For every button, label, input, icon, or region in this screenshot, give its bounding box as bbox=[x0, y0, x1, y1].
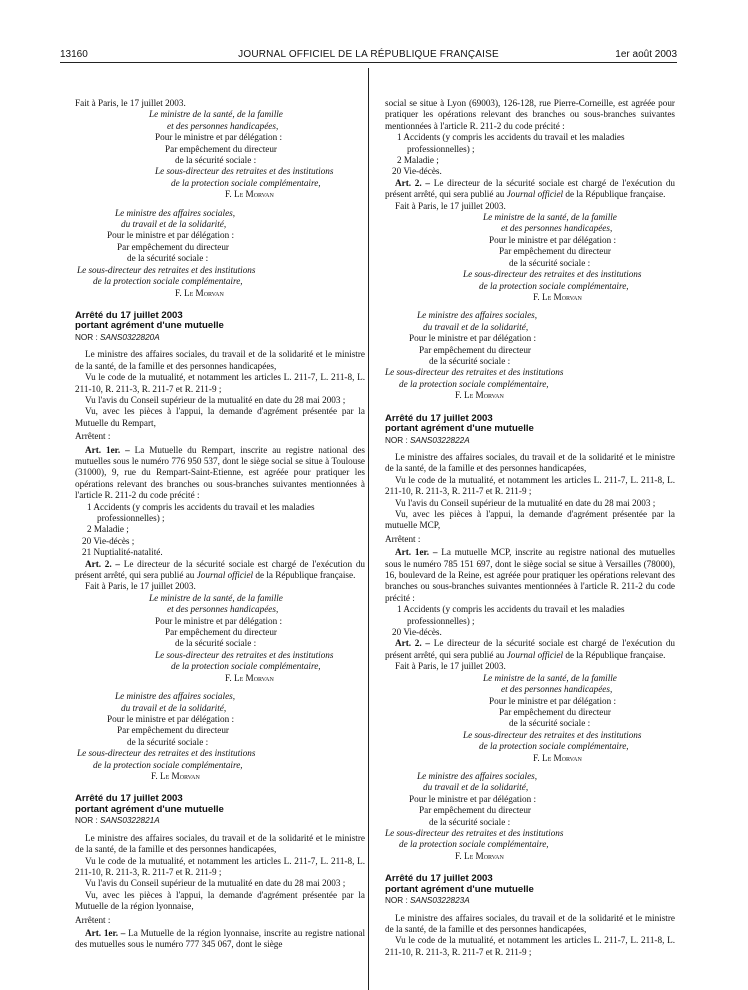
journal-title: JOURNAL OFFICIEL DE LA RÉPUBLIQUE FRANÇAISE bbox=[238, 49, 499, 60]
branch-item: 2 Maladie ; bbox=[87, 524, 129, 535]
decree-paragraph: Le ministre des affaires sociales, du travail et de la solidarité et le ministre de la santé, de la famille et des personnes handicapées, bbox=[75, 832, 365, 855]
decree-paragraph: Vu le code de la mutualité, et notamment les articles L. 211-7, L. 211-8, L. 211-10, R. 211-3, R. 211-7 et R. 211-9 ; bbox=[75, 372, 365, 394]
fait-a-paris: Fait à Paris, le 17 juillet 2003. bbox=[75, 98, 186, 108]
decree-paragraph: Le ministre des affaires sociales, du travail et de la solidarité et le ministre de la santé, de la famille et des personnes handicapées, bbox=[385, 451, 675, 474]
fait-a-paris: Fait à Paris, le 17 juillet 2003. bbox=[85, 581, 196, 592]
signatory-name: F. Le Morvan bbox=[151, 770, 200, 781]
signature-block bbox=[385, 673, 675, 764]
branch-item: 2 Maladie ; bbox=[397, 155, 439, 166]
signatory-name: F. Le Morvan bbox=[533, 752, 582, 763]
decree-paragraph: Vu le code de la mutualité, et notamment les articles L. 211-7, L. 211-8, L. 211-10, R. 211-3, R. 211-7 et R. 211-9 ; bbox=[75, 855, 365, 877]
signature-line: Le ministre de la santé, de la famille bbox=[483, 672, 617, 683]
signature-line: de la protection sociale complémentaire, bbox=[171, 661, 321, 672]
signature-line: Le ministre de la santé, de la famille bbox=[149, 592, 283, 603]
signature-line: et des personnes handicapées, bbox=[167, 120, 279, 131]
branch-item: 1 Accidents (y compris les accidents du travail et les maladies bbox=[397, 132, 625, 143]
signature-block bbox=[75, 691, 365, 782]
signature-line: Le ministre de la santé, de la famille bbox=[149, 109, 283, 120]
branch-item: professionnelles) ; bbox=[407, 143, 475, 154]
signature-line: Pour le ministre et par délégation : bbox=[107, 713, 235, 724]
signature-line: de la protection sociale complémentaire, bbox=[479, 280, 629, 291]
signature-line: Par empêchement du directeur bbox=[499, 246, 611, 257]
signature-line: Le sous-directeur des retraites et des institutions bbox=[155, 649, 334, 660]
signature-line: de la sécurité sociale : bbox=[509, 257, 591, 268]
signature-block bbox=[75, 109, 365, 200]
page-number: 13160 bbox=[60, 49, 88, 60]
branch-item: 1 Accidents (y compris les accidents du travail et les maladies bbox=[397, 604, 625, 615]
issue-date: 1er août 2003 bbox=[615, 49, 677, 60]
branch-item: 1 Accidents (y compris les accidents du travail et les maladies bbox=[87, 501, 315, 512]
right-column bbox=[385, 98, 675, 958]
decree-title: Arrêté du 17 juillet 2003 portant agrément d'une mutuelle bbox=[385, 412, 534, 435]
arretent-label: Arrêtent : bbox=[385, 533, 421, 544]
branch-item: 20 Vie-décès. bbox=[392, 166, 442, 177]
signatory-name: F. Le Morvan bbox=[175, 287, 224, 298]
nor-reference: NOR : SANS0322821A bbox=[75, 816, 160, 826]
decree-paragraph: Vu l'avis du Conseil supérieur de la mutualité en date du 28 mai 2003 ; bbox=[395, 497, 656, 508]
signature-line: de la protection sociale complémentaire, bbox=[93, 276, 243, 287]
signatory-name: F. Le Morvan bbox=[455, 850, 504, 861]
signature-line: Par empêchement du directeur bbox=[419, 805, 531, 816]
decree-paragraph: Le ministre des affaires sociales, du travail et de la solidarité et le ministre de la santé, de la famille et des personnes handicapées, bbox=[385, 912, 675, 934]
left-column bbox=[75, 98, 365, 951]
signature-line: de la protection sociale complémentaire, bbox=[171, 177, 321, 188]
signature-line: du travail et de la solidarité, bbox=[423, 321, 529, 332]
decree-paragraph: social se situe à Lyon (69003), 126-128, rue Pierre-Corneille, est agréée pour pratiquer les opérations relevant des branches ou sous-branches suivantes mentionnées à l'article R. 211-2 du code précité : bbox=[385, 98, 675, 131]
decree-paragraph: Vu, avec les pièces à l'appui, la demande d'agrément présentée par la mutuelle MCP, bbox=[385, 509, 675, 531]
signature-line: Par empêchement du directeur bbox=[499, 706, 611, 717]
signature-line: Par empêchement du directeur bbox=[117, 725, 229, 736]
decree-paragraph: Vu l'avis du Conseil supérieur de la mutualité en date du 28 mai 2003 ; bbox=[85, 878, 346, 889]
branch-item: professionnelles) ; bbox=[407, 615, 475, 626]
signature-line: Le ministre des affaires sociales, bbox=[115, 691, 236, 702]
decree-paragraph: Vu, avec les pièces à l'appui, la demande d'agrément présentée par la Mutuelle de la région lyonnaise, bbox=[75, 889, 365, 912]
signature-line: de la protection sociale complémentaire, bbox=[399, 839, 549, 850]
column-divider bbox=[368, 68, 369, 990]
signature-line: Pour le ministre et par délégation : bbox=[409, 793, 537, 804]
signature-line: Par empêchement du directeur bbox=[419, 344, 531, 355]
signature-block bbox=[385, 212, 675, 303]
nor-reference: NOR : SANS0322820A bbox=[75, 332, 160, 342]
signature-block bbox=[75, 208, 365, 299]
signature-line: Par empêchement du directeur bbox=[117, 241, 229, 252]
page-header bbox=[60, 47, 677, 63]
signature-line: Pour le ministre et par délégation : bbox=[155, 132, 283, 143]
signature-line: Le sous-directeur des retraites et des institutions bbox=[463, 269, 642, 280]
signature-line: de la sécurité sociale : bbox=[175, 155, 257, 166]
branch-item: professionnelles) ; bbox=[97, 513, 165, 523]
decree-title: Arrêté du 17 juillet 2003 portant agrément d'une mutuelle bbox=[75, 793, 224, 815]
signature-line: du travail et de la solidarité, bbox=[423, 782, 529, 793]
signature-line: Le ministre de la santé, de la famille bbox=[483, 212, 617, 223]
signature-line: Pour le ministre et par délégation : bbox=[489, 695, 617, 706]
signature-line: et des personnes handicapées, bbox=[501, 684, 613, 695]
signature-line: Pour le ministre et par délégation : bbox=[155, 615, 283, 626]
decree-title: Arrêté du 17 juillet 2003 portant agrément d'une mutuelle bbox=[75, 309, 224, 332]
signature-line: Le sous-directeur des retraites et des institutions bbox=[463, 729, 642, 740]
signature-line: de la protection sociale complémentaire, bbox=[93, 759, 243, 770]
arretent-label: Arrêtent : bbox=[75, 914, 111, 925]
signature-line: Le ministre des affaires sociales, bbox=[417, 770, 538, 781]
signature-line: et des personnes handicapées, bbox=[167, 604, 279, 615]
branch-item: 20 Vie-décès. bbox=[392, 627, 442, 638]
signature-line: Le ministre des affaires sociales, bbox=[115, 207, 236, 218]
signature-line: Pour le ministre et par délégation : bbox=[489, 234, 617, 245]
signature-line: Le sous-directeur des retraites et des institutions bbox=[385, 827, 564, 838]
signature-line: du travail et de la solidarité, bbox=[121, 219, 227, 230]
signature-line: Pour le ministre et par délégation : bbox=[409, 333, 537, 344]
fait-a-paris: Fait à Paris, le 17 juillet 2003. bbox=[395, 200, 506, 211]
decree-paragraph: Vu le code de la mutualité, et notamment les articles L. 211-7, L. 211-8, L. 211-10, R. 211-3, R. 211-7 et R. 211-9 ; bbox=[385, 935, 675, 957]
signature-line: de la sécurité sociale : bbox=[429, 355, 511, 366]
signature-line: Pour le ministre et par délégation : bbox=[107, 230, 235, 241]
article-1: Art. 1er. – La Mutuelle du Rempart, inscrite au registre national des mutuelles sous le numéro 776 950 537, dont le siège social se situe à Toulouse (31000), 9, rue du Rempart-Saint-Etienne, est agréée pour pratiquer les opérations relevant des branches ou sous-branches suivantes mentionnées à l'article R. 211-2 du code précité : bbox=[75, 444, 366, 501]
signature-line: de la sécurité sociale : bbox=[429, 816, 511, 827]
signature-line: de la sécurité sociale : bbox=[509, 718, 591, 729]
signature-block bbox=[385, 771, 675, 862]
signatory-name: F. Le Morvan bbox=[225, 672, 274, 683]
article-1: Art. 1er. – La Mutuelle de la région lyonnaise, inscrite au registre national des mutuelles sous le numéro 777 345 067, dont le siège bbox=[75, 928, 365, 950]
signature-line: et des personnes handicapées, bbox=[501, 223, 613, 234]
signature-line: Le sous-directeur des retraites et des institutions bbox=[385, 367, 564, 378]
signature-line: Le sous-directeur des retraites et des institutions bbox=[77, 748, 256, 759]
signature-line: du travail et de la solidarité, bbox=[121, 702, 227, 713]
signatory-name: F. Le Morvan bbox=[455, 390, 504, 401]
arretent-label: Arrêtent : bbox=[75, 431, 111, 442]
branch-item: 21 Nuptialité-natalité. bbox=[82, 547, 163, 558]
decree-paragraph: Vu, avec les pièces à l'appui, la demande d'agrément présentée par la Mutuelle du Rempart, bbox=[75, 406, 365, 428]
decree-title: Arrêté du 17 juillet 2003 portant agrément d'une mutuelle bbox=[385, 873, 534, 895]
signatory-name: F. Le Morvan bbox=[533, 291, 582, 302]
signature-line: de la sécurité sociale : bbox=[175, 638, 257, 649]
article-1: Art. 1er. – La mutuelle MCP, inscrite au registre national des mutuelles sous le numéro 785 151 697, dont le siège social se situe à Versailles (78000), 16, boulevard de la Reine, est agréée pour pratiquer les opérations relevant des branches ou sous-branches suivantes mentionnées à l'article R. 211-2 du code précité : bbox=[385, 547, 675, 603]
article-2: Art. 2. – Le directeur de la sécurité sociale est chargé de l'exécution du présent arrêté, qui sera publié au Journal officiel de la République française. bbox=[385, 177, 676, 200]
signature-line: de la sécurité sociale : bbox=[127, 736, 209, 747]
signature-block bbox=[75, 593, 365, 684]
decree-paragraph: Vu l'avis du Conseil supérieur de la mutualité en date du 28 mai 2003 ; bbox=[85, 394, 346, 405]
fait-a-paris: Fait à Paris, le 17 juillet 2003. bbox=[395, 661, 506, 672]
signature-line: de la sécurité sociale : bbox=[127, 253, 209, 264]
signature-line: Le ministre des affaires sociales, bbox=[417, 310, 538, 321]
signature-line: Par empêchement du directeur bbox=[165, 143, 277, 154]
nor-reference: NOR : SANS0322823A bbox=[385, 896, 470, 906]
signature-line: Par empêchement du directeur bbox=[165, 627, 277, 638]
article-2: Art. 2. – Le directeur de la sécurité sociale est chargé de l'exécution du présent arrêté, qui sera publié au Journal officiel de la République française. bbox=[75, 558, 366, 581]
signature-line: de la protection sociale complémentaire, bbox=[479, 741, 629, 752]
header-rule bbox=[60, 62, 677, 63]
nor-reference: NOR : SANS0322822A bbox=[385, 435, 470, 445]
signature-block bbox=[385, 310, 675, 401]
decree-paragraph: Le ministre des affaires sociales, du travail et de la solidarité et le ministre de la santé, de la famille et des personnes handicapées, bbox=[75, 349, 365, 371]
branch-item: 20 Vie-décès ; bbox=[82, 535, 135, 546]
decree-paragraph: Vu le code de la mutualité, et notamment les articles L. 211-7, L. 211-8, L. 211-10, R. 211-3, R. 211-7 et R. 211-9 ; bbox=[385, 474, 675, 497]
signature-line: Le sous-directeur des retraites et des institutions bbox=[155, 166, 334, 177]
signature-line: de la protection sociale complémentaire, bbox=[399, 378, 549, 389]
signature-line: Le sous-directeur des retraites et des institutions bbox=[77, 264, 256, 275]
signatory-name: F. Le Morvan bbox=[225, 189, 274, 200]
article-2: Art. 2. – Le directeur de la sécurité sociale est chargé de l'exécution du présent arrêté, qui sera publié au Journal officiel de la République française. bbox=[385, 638, 676, 660]
